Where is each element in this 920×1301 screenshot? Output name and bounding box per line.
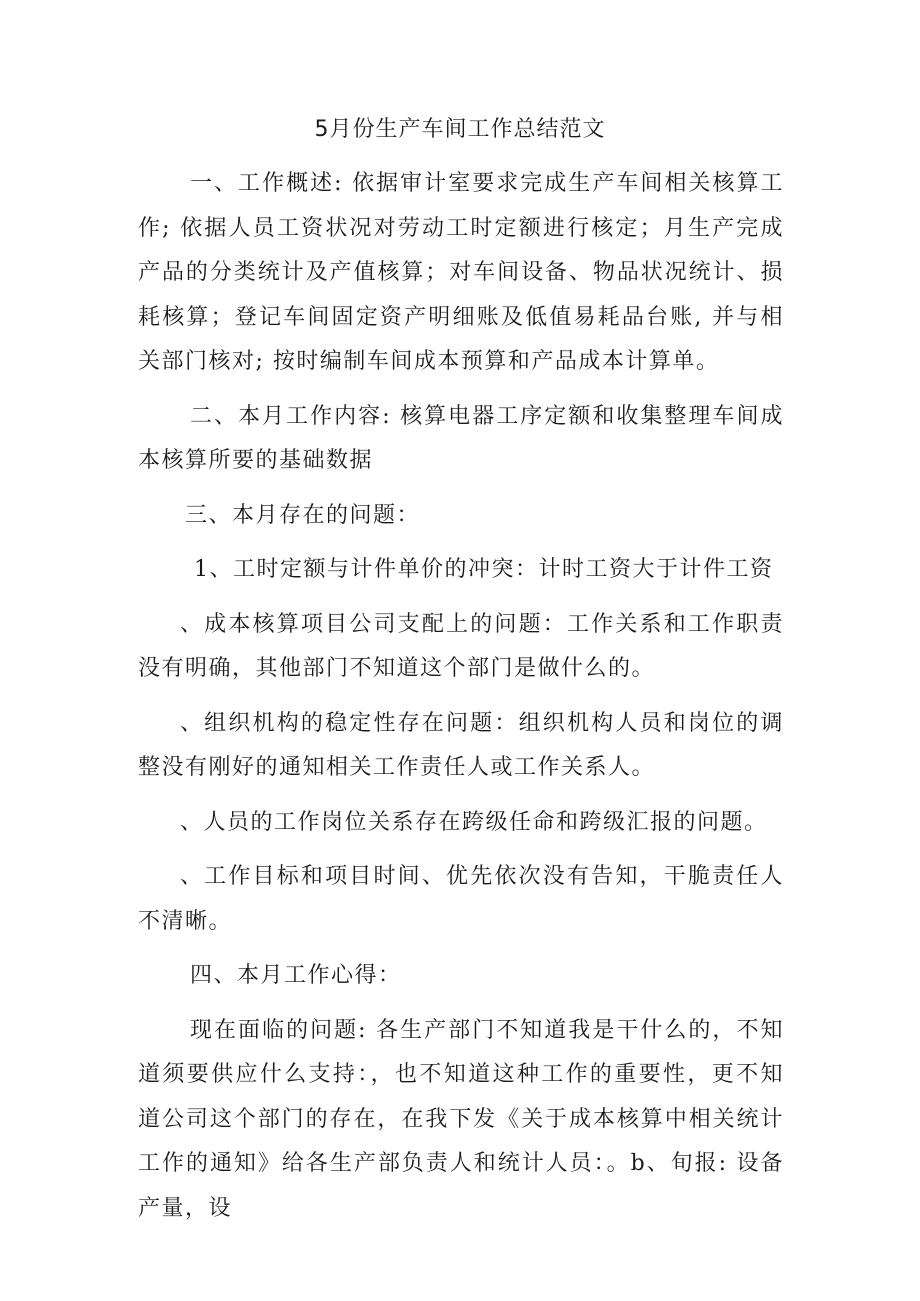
paragraph-problem-1: 1、工时定额与计件单价的冲突：计时工资大于计件工资 <box>194 557 774 582</box>
document-title: 5月份生产车间工作总结范文 <box>314 117 606 142</box>
paragraph-problem-4: 、人员的工作岗位关系存在跨级任命和跨级汇报的问题。 <box>180 809 768 835</box>
paragraph-work-content: 二、本月工作内容: 核算电器工序定额和收集整理车间成本核算所要的基础数据 <box>138 403 784 473</box>
paragraph-experience-body: 现在面临的问题: 各生产部门不知道我是干什么的，不知道须要供应什么支持：，也不知道这种工作的重要性，更不知道公司这个部门的存在，在我下发《关于成本核算中相关统计工作的通知》给各生产部负责人和统计人员：。b、旬报: 设备产量，设 <box>138 1017 784 1221</box>
document-body <box>138 162 784 1241</box>
paragraph-problem-2: 、成本核算项目公司支配上的问题：工作关系和工作职责没有明确，其他部门不知道这个部门是做什么的。 <box>138 611 784 681</box>
paragraph-work-overview: 一、工作概述: 依据审计室要求完成生产车间相关核算工作; 依据人员工资状况对劳动工时定额进行核定；月生产完成产品的分类统计及产值核算；对车间设备、物品状况统计、损耗核算；登记车间固定资产明细账及低值易耗品台账, 并与相关部门核对; 按时编制车间成本预算和产品成本计算单。 <box>138 171 784 374</box>
paragraph-experience-heading: 四、本月工作心得： <box>190 963 402 988</box>
paragraph-problems-heading: 三、本月存在的问题： <box>185 502 421 528</box>
paragraph-problem-3: 、组织机构的稳定性存在问题：组织机构人员和岗位的调整没有刚好的通知相关工作责任人或工作关系人。 <box>138 710 784 780</box>
paragraph-problem-5: 、工作目标和项目时间、优先依次没有告知，干脆责任人不清晰。 <box>138 864 784 934</box>
